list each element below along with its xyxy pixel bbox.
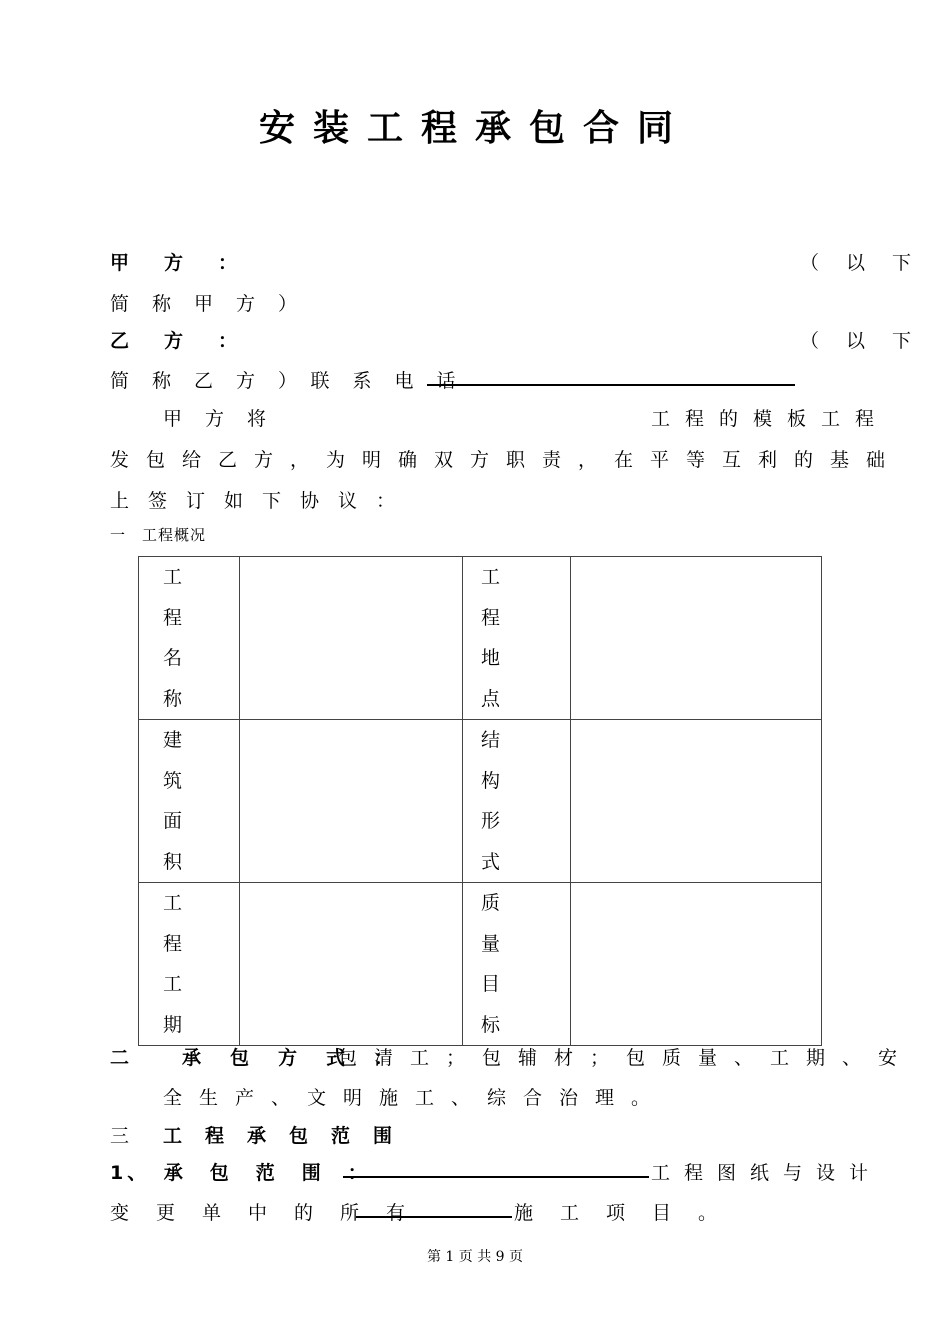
document-title: 安装工程承包合同 — [258, 108, 691, 149]
intro-line-1b: 工程的模板工程 — [651, 408, 890, 430]
structure-type-value[interactable] — [571, 720, 822, 883]
table-cell — [463, 883, 571, 1046]
table-row — [139, 883, 822, 1046]
items-blank-line — [356, 1198, 512, 1218]
project-name-value[interactable] — [240, 557, 463, 720]
item-1-label: 1、 承 包 范 围 ： — [110, 1162, 371, 1184]
table-cell — [463, 720, 571, 883]
table-row — [139, 557, 822, 720]
table-cell — [139, 720, 240, 883]
party-b-note: （ 以 下 — [800, 330, 916, 352]
intro-line-3: 上 签 订 如 下 协 议 ： — [110, 490, 396, 512]
section-2-label: 二 承 包 方 式 ： — [110, 1047, 399, 1069]
item-1-text: 工程图纸与设计 — [651, 1162, 883, 1184]
section-2-text-continued: 全生产、文明施工、综合治理。 — [163, 1087, 668, 1109]
section-3-number: 三 — [110, 1125, 146, 1147]
party-b-label: 乙 方 ： — [110, 330, 246, 352]
party-a-note-continued: 简 称 甲 方 ） — [110, 293, 300, 315]
table-cell — [139, 883, 240, 1046]
party-b-note-continued: 简 称 乙 方 ） 联 系 电 话 — [110, 370, 458, 392]
table-cell — [463, 557, 571, 720]
quality-target-value[interactable] — [571, 883, 822, 1046]
quality-target-label: 质 量 目 标 — [481, 892, 560, 1036]
project-location-label: 工 程 地 点 — [481, 566, 560, 710]
page-footer: 第 1 页 共 9 页 — [426, 1249, 524, 1265]
project-overview-table — [138, 556, 822, 1046]
intro-line-2: 发包给乙方，为明确双方职责，在平等互利的基础 — [110, 449, 903, 471]
intro-line-1a: 甲 方 将 — [163, 408, 269, 430]
building-area-label: 建筑面积 — [163, 729, 183, 873]
building-area-value[interactable] — [240, 720, 463, 883]
item-1-text-continued: 变 更 单 中 的 所 有 — [110, 1202, 410, 1224]
project-duration-label: 工程工期 — [163, 892, 183, 1036]
scope-blank-line — [343, 1158, 649, 1178]
party-a-note: （ 以 下 — [800, 252, 916, 274]
project-name-label: 工程名称 — [163, 566, 183, 710]
project-duration-value[interactable] — [240, 883, 463, 1046]
section-3-heading: 工 程 承 包 范 围 — [163, 1125, 395, 1147]
section-1-heading: 一 工程概况 — [110, 526, 207, 544]
item-1-text-end: 施 工 项 目 。 — [514, 1202, 722, 1224]
table-row — [139, 720, 822, 883]
party-a-label: 甲 方 ： — [110, 252, 246, 274]
phone-blank-line — [427, 366, 795, 386]
section-2-text: 包清工；包辅材；包质量、工期、安 — [338, 1047, 915, 1069]
project-location-value[interactable] — [571, 557, 822, 720]
structure-type-label: 结 构 形 式 — [481, 729, 560, 873]
table-cell — [139, 557, 240, 720]
